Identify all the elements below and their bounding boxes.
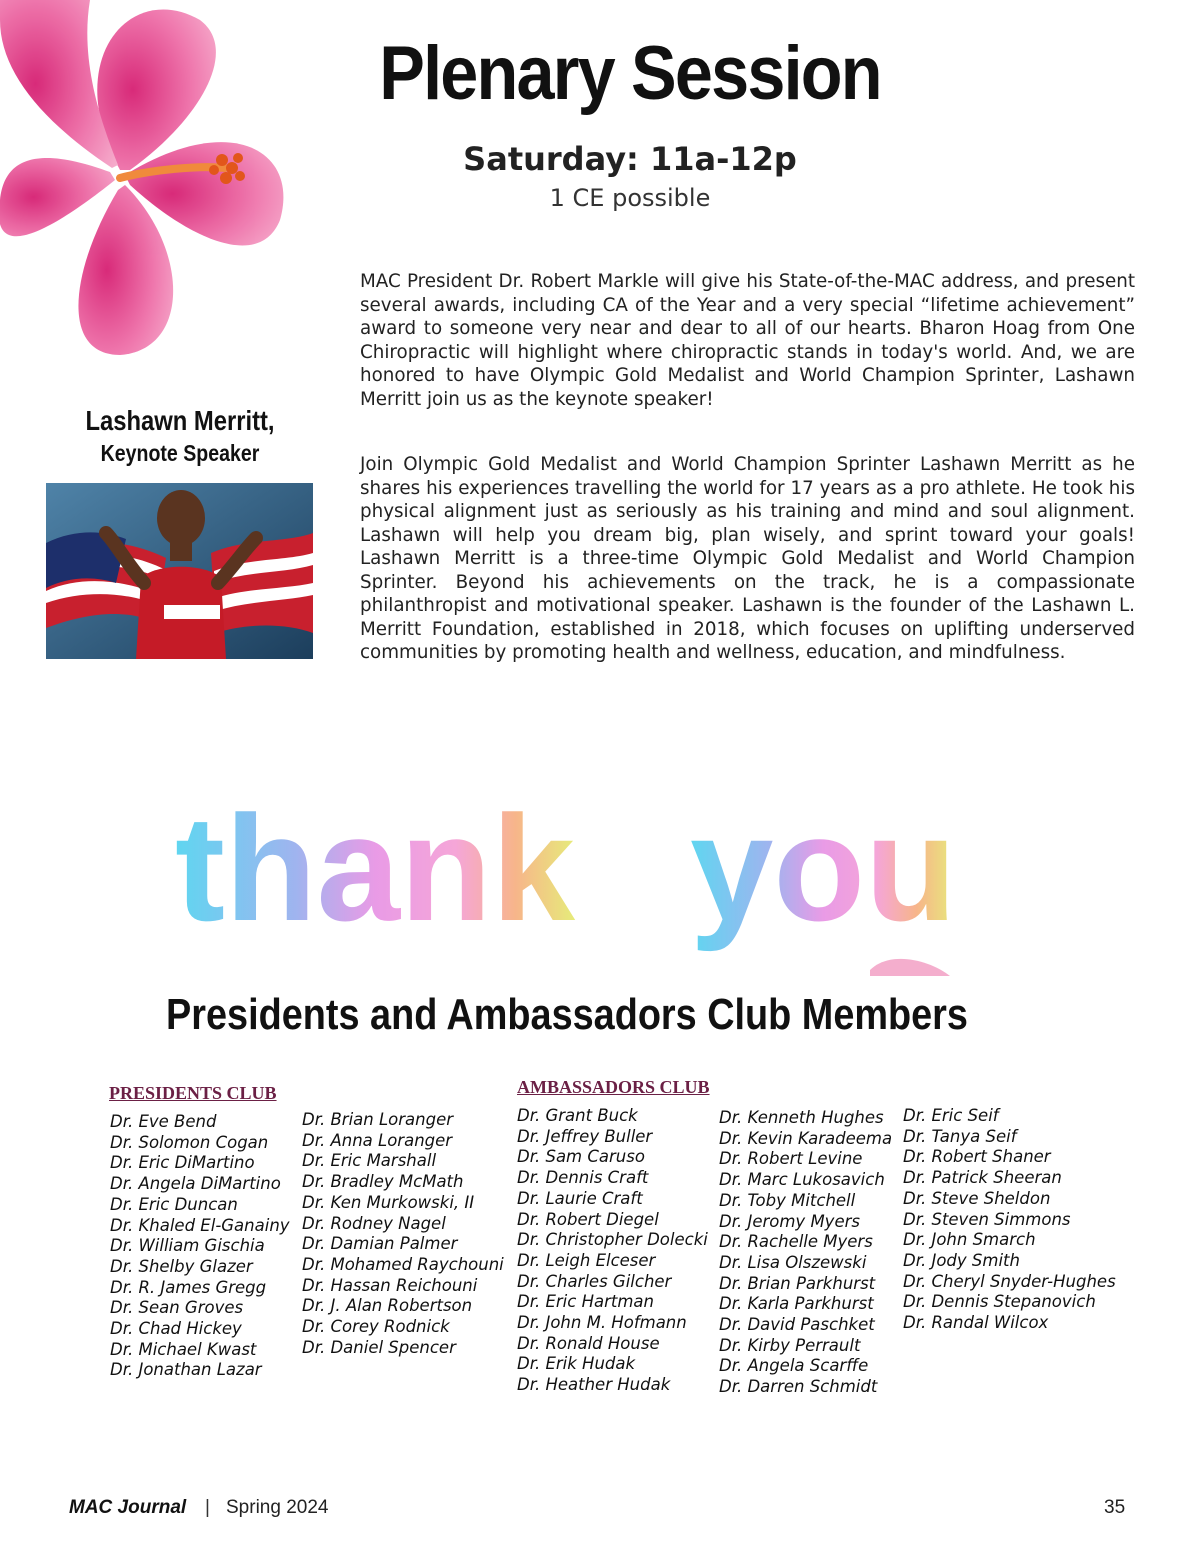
member-name: Dr. Robert Levine: [719, 1149, 863, 1169]
member-name: Dr. Randal Wilcox: [903, 1313, 1049, 1333]
member-name: Dr. Jonathan Lazar: [110, 1360, 262, 1380]
speaker-bio-paragraph: Join Olympic Gold Medalist and World Champion Sprinter Lashawn Merritt as he shares his experiences travelling the world for 17 years as a pro athlete. He took his physical alignment just as seriously as his training and mind and soul alignment. Lashawn will help you dream big, plan wisely, and sprint toward your goals! Lashawn Merritt is a three-time Olympic Gold Medalist and World Champion Sprinter. Beyond his achievements on the track, he is a compassionate philanthropist and motivational speaker. Lashawn is the founder of the Lashawn L. Merritt Foundation, established in 2018, which focuses on uplifting underserved communities by promoting health and wellness, education, and mindfulness.: [360, 454, 1135, 663]
intro-paragraph: MAC President Dr. Robert Markle will give his State-of-the-MAC address, and present several awards, including CA of the Year and a very special “lifetime achievement” award to someone very near and dear to all of our hearts. Bharon Hoag from One Chiropractic will highlight where chiropractic stands in today's world. And, we are honored to have Olympic Gold Medalist and World Champion Sprinter, Lashawn Merritt join us as the keynote speaker!: [360, 271, 1135, 410]
member-name: Dr. Angela Scarffe: [719, 1356, 869, 1376]
speaker-role: Keynote Speaker: [100, 440, 260, 466]
member-name: Dr. Kenneth Hughes: [719, 1108, 884, 1127]
hibiscus-flower-illustration: [0, 0, 300, 370]
presidents-club-heading: PRESIDENTS CLUB: [109, 1083, 277, 1103]
member-name: Dr. Ken Murkowski, II: [302, 1192, 475, 1212]
member-name: Dr. Jeromy Myers: [719, 1211, 860, 1231]
member-name: Dr. Eric Seif: [903, 1106, 999, 1125]
member-name: Dr. Steven Simmons: [903, 1209, 1071, 1229]
member-name: Dr. John Smarch: [903, 1230, 1036, 1250]
page-number: 35: [1104, 1497, 1126, 1518]
member-name: Dr. Eric Hartman: [517, 1292, 654, 1312]
member-name: Dr. Robert Shaner: [903, 1147, 1051, 1167]
member-name: Dr. Rachelle Myers: [719, 1232, 873, 1252]
member-name: Dr. Steve Sheldon: [903, 1188, 1051, 1208]
member-name: Dr. Robert Diegel: [517, 1209, 659, 1229]
member-name: Dr. Kirby Perrault: [719, 1335, 861, 1355]
ambassadors-list-col3: [903, 1106, 1116, 1334]
member-name: Dr. Brian Loranger: [302, 1110, 454, 1129]
member-name: Dr. Sam Caruso: [517, 1147, 645, 1167]
member-name: Dr. William Gischia: [110, 1236, 265, 1256]
member-name: Dr. David Paschket: [719, 1315, 875, 1335]
member-name: Dr. Dennis Stepanovich: [903, 1292, 1096, 1312]
member-name: Dr. Leigh Elceser: [517, 1250, 656, 1270]
member-name: Dr. John M. Hofmann: [517, 1313, 687, 1333]
member-name: Dr. Solomon Cogan: [110, 1132, 269, 1152]
member-name: Dr. Michael Kwast: [110, 1339, 257, 1359]
member-name: Dr. Grant Buck: [517, 1106, 638, 1125]
presidents-list-col2: [302, 1110, 504, 1358]
member-name: Dr. Eric Duncan: [110, 1194, 238, 1214]
member-name: Dr. Charles Gilcher: [517, 1271, 672, 1291]
member-name: Dr. Jody Smith: [903, 1250, 1020, 1270]
footer-journal-name: MAC Journal: [69, 1497, 187, 1518]
member-name: Dr. Hassan Reichouni: [302, 1275, 478, 1295]
member-name: Dr. Chad Hickey: [110, 1319, 242, 1339]
member-name: Dr. Sean Groves: [110, 1298, 244, 1318]
member-name: Dr. Damian Palmer: [302, 1234, 458, 1254]
ambassadors-list-col1: [517, 1106, 708, 1396]
member-name: Dr. Shelby Glazer: [110, 1256, 253, 1276]
member-name: Dr. Bradley McMath: [302, 1172, 464, 1192]
member-name: Dr. Darren Schmidt: [719, 1377, 878, 1397]
member-name: Dr. Karla Parkhurst: [719, 1294, 874, 1314]
member-name: Dr. J. Alan Robertson: [302, 1296, 473, 1316]
member-name: Dr. Ronald House: [517, 1333, 660, 1353]
member-name: Dr. Corey Rodnick: [302, 1317, 450, 1337]
ambassadors-list-col2: [719, 1108, 892, 1398]
member-name: Dr. Toby Mitchell: [719, 1190, 856, 1210]
member-name: Dr. Angela DiMartino: [110, 1174, 281, 1194]
member-name: Dr. Marc Lukosavich: [719, 1170, 885, 1190]
member-name: Dr. Rodney Nagel: [302, 1213, 446, 1233]
ambassadors-club-heading: AMBASSADORS CLUB: [517, 1077, 710, 1097]
page-title: Plenary Session: [379, 31, 881, 116]
thank-you-graphic: [150, 800, 990, 990]
footer-separator: |: [205, 1497, 210, 1518]
presidents-list-col1: [110, 1112, 290, 1381]
member-name: Dr. Tanya Seif: [903, 1126, 1017, 1146]
member-name: Dr. Laurie Craft: [517, 1188, 643, 1208]
member-name: Dr. Cheryl Snyder-Hughes: [903, 1271, 1116, 1291]
member-name: Dr. Brian Parkhurst: [719, 1273, 876, 1293]
member-name: Dr. Mohamed Raychouni: [302, 1254, 504, 1274]
member-name: Dr. Patrick Sheeran: [903, 1168, 1062, 1188]
member-name: Dr. Khaled El-Ganainy: [110, 1215, 290, 1235]
member-name: Dr. Eric Marshall: [302, 1151, 437, 1171]
member-name: Dr. Lisa Olszewski: [719, 1252, 867, 1272]
member-name: Dr. Daniel Spencer: [302, 1337, 456, 1357]
member-name: Dr. Eve Bend: [110, 1112, 217, 1131]
session-time: Saturday: 11a-12p: [463, 140, 797, 178]
member-name: Dr. Anna Loranger: [302, 1130, 453, 1150]
thank-word: thank: [175, 800, 576, 952]
speaker-photo: [46, 483, 313, 659]
member-name: Dr. Heather Hudak: [517, 1375, 671, 1395]
speaker-name: Lashawn Merritt,: [85, 405, 275, 436]
member-name: Dr. Dennis Craft: [517, 1168, 649, 1188]
member-name: Dr. Eric DiMartino: [110, 1153, 255, 1173]
you-word: you: [690, 800, 957, 952]
footer-issue: Spring 2024: [226, 1497, 329, 1518]
member-name: Dr. Jeffrey Buller: [517, 1126, 653, 1146]
member-name: Dr. R. James Gregg: [110, 1277, 267, 1297]
member-name: Dr. Erik Hudak: [517, 1354, 636, 1374]
ce-note: 1 CE possible: [549, 184, 711, 212]
member-name: Dr. Kevin Karadeema: [719, 1128, 893, 1148]
club-members-title: Presidents and Ambassadors Club Members: [166, 990, 968, 1039]
member-name: Dr. Christopher Dolecki: [517, 1230, 708, 1250]
